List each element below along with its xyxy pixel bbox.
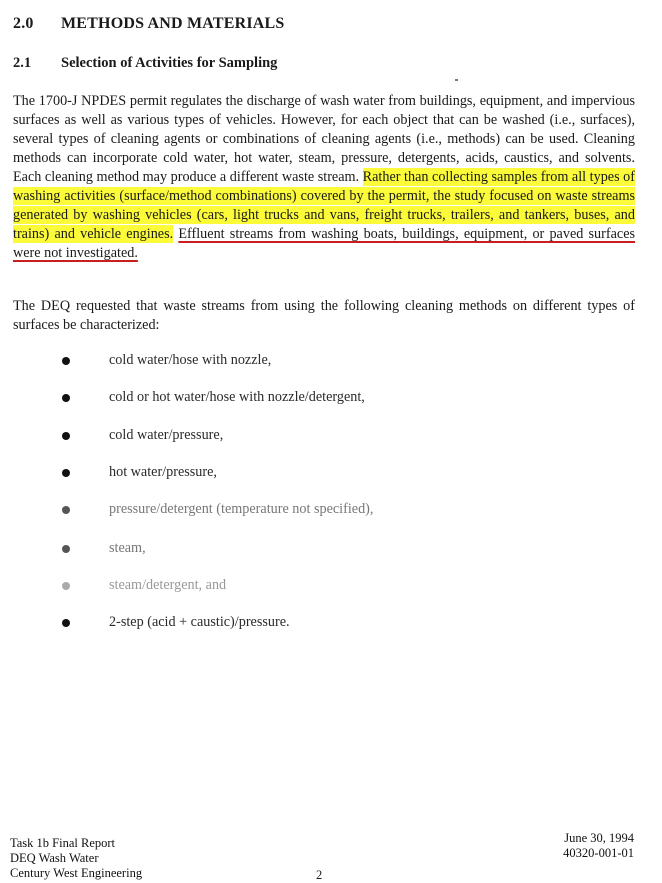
bullet-icon <box>62 582 70 590</box>
bullet-icon <box>62 619 70 627</box>
page-number: 2 <box>316 868 323 882</box>
bullet-icon <box>62 506 70 514</box>
section-title: METHODS AND MATERIALS <box>61 15 285 32</box>
underlined-text: Effluent streams from washing boats, buildings, equipment, or paved surfaces were not investigated. <box>13 226 636 261</box>
footer-doc-number: 40320-001-01 <box>563 846 634 860</box>
footer-date: June 30, 1994 <box>564 831 634 845</box>
section-heading <box>13 15 285 33</box>
scan-speck <box>455 79 458 81</box>
footer-project: DEQ Wash Water <box>10 851 99 865</box>
bullet-icon <box>62 432 70 440</box>
bullet-icon <box>62 357 70 365</box>
paragraph-permit <box>13 92 635 263</box>
footer-left <box>10 836 142 881</box>
highlighted-text: Rather than collecting samples from all types of washing activities (surface/method combinations) covered by the permit, the study focused on waste streams generated by washing vehicles (cars, light trucks and vans, freight trucks, trailers, and tankers, buses, and trains) and vehicle engines. <box>13 169 635 242</box>
paragraph-deq-request: The DEQ requested that waste streams from using the following cleaning methods on different types of surfaces be characterized: <box>13 298 635 333</box>
subsection-number: 2.1 <box>13 55 32 71</box>
section-number: 2.0 <box>13 15 34 32</box>
paragraph-plain-text: The 1700-J NPDES permit regulates the discharge of wash water from buildings, equipment, and impervious surfaces as well as various types of vehicles. However, for each object that can be washed (i.e., surfaces), several types of cleaning agents or combinations of cleaning agents (i.e., methods) can be used. Cleaning methods can incorporate cold water, hot water, steam, pressure, detergents, acids, caustics, and solvents. Each cleaning method may produce a different waste stream. <box>13 93 635 185</box>
bullet-icon <box>62 469 70 477</box>
bullet-icon <box>62 545 70 553</box>
subsection-title: Selection of Activities for Sampling <box>61 55 278 71</box>
footer-company: Century West Engineering <box>10 866 143 880</box>
bullet-icon <box>62 394 70 402</box>
footer-report-name: Task 1b Final Report <box>10 836 116 850</box>
subsection-heading <box>13 55 277 72</box>
footer-right <box>563 831 634 861</box>
